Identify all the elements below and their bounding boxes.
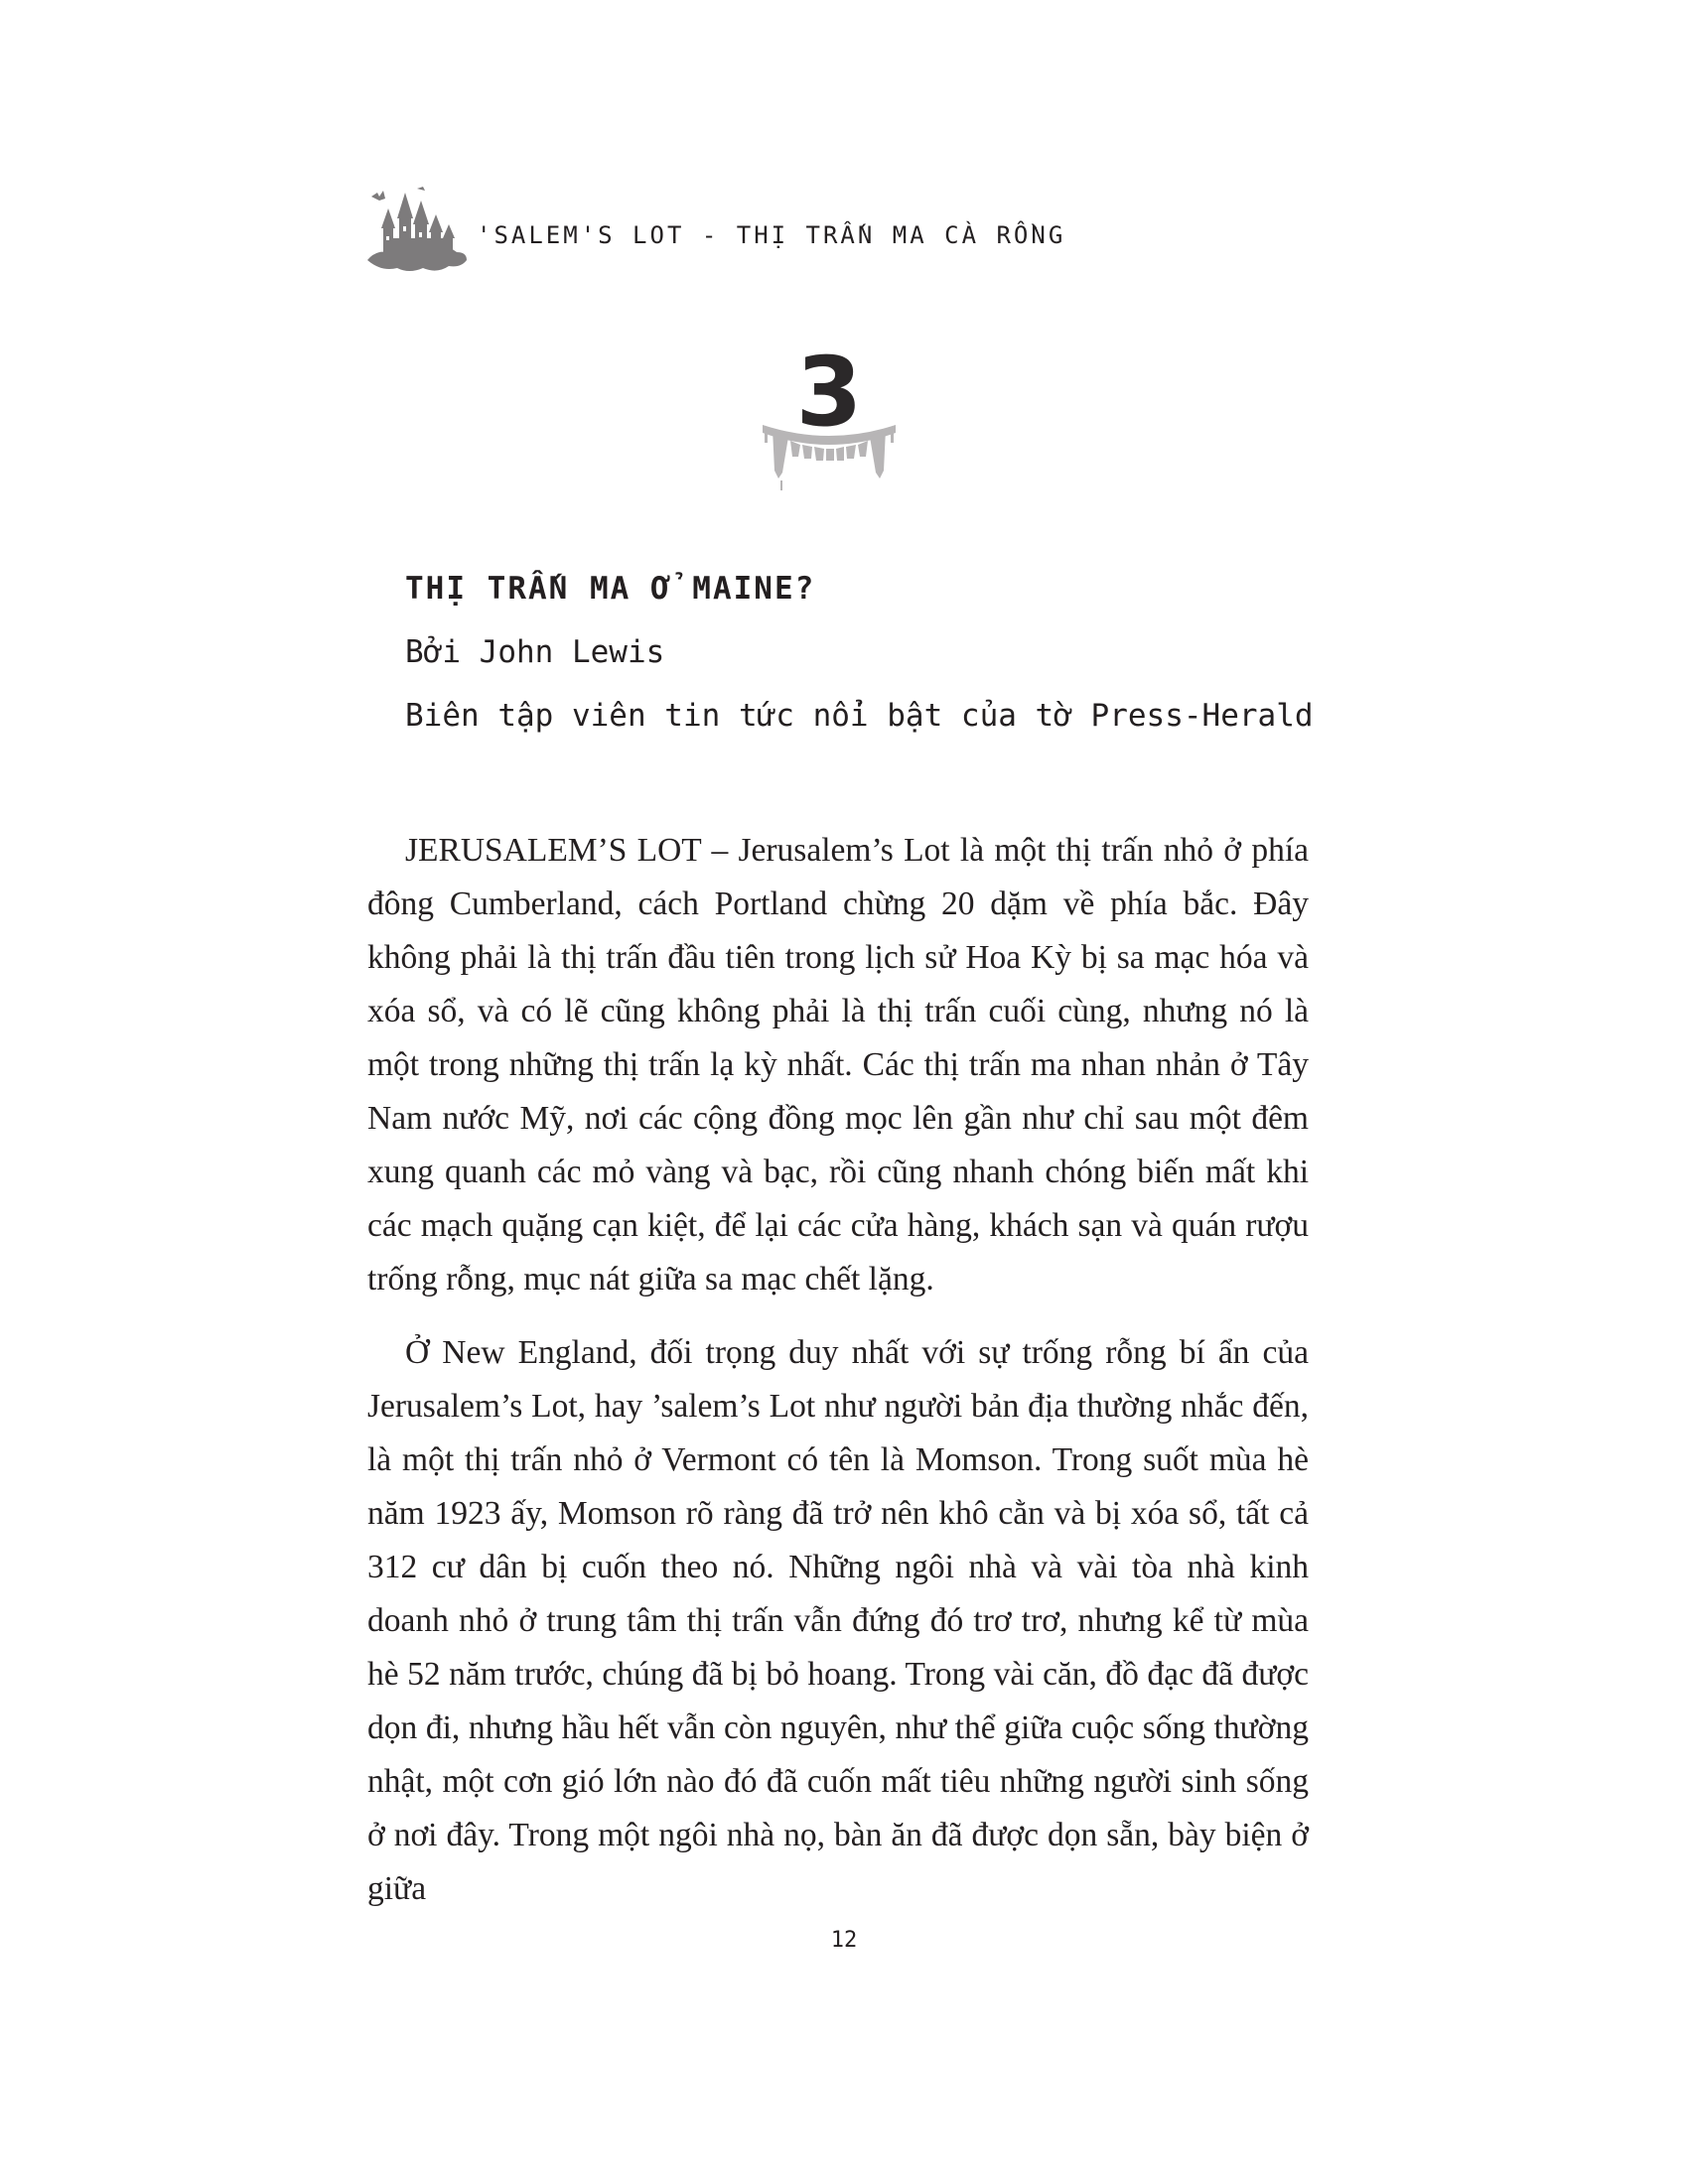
running-header-title: 'SALEM'S LOT - THỊ TRẤN MA CÀ RỒNG: [477, 221, 1066, 249]
paragraph: JERUSALEM’S LOT – Jerusalem’s Lot là một thị trấn nhỏ ở phía đông Cumberland, cách Portland chừng 20 dặm về phía bắc. Đây không phải là thị trấn đầu tiên trong lịch sử Hoa Kỳ bị sa mạc hóa và xóa sổ, và có lẽ cũng không phải là thị trấn cuối cùng, nhưng nó là một trong những thị trấn lạ kỳ nhất. Các thị trấn ma nhan nhản ở Tây Nam nước Mỹ, nơi các cộng đồng mọc lên gần như chỉ sau một đêm xung quanh các mỏ vàng và bạc, rồi cũng nhanh chóng biến mất khi các mạch quặng cạn kiệt, để lại các cửa hàng, khách sạn và quán rượu trống rỗng, mục nát giữa sa mạc chết lặng.: [367, 832, 1309, 1297]
castle-icon: [365, 187, 469, 276]
chapter-mark: [755, 338, 904, 496]
headline: THỊ TRẤN MA Ở MAINE?: [405, 571, 816, 607]
running-header: [365, 187, 1065, 276]
byline: Bởi John Lewis: [405, 634, 665, 670]
page-number: 12: [830, 1928, 858, 1953]
body-text: [367, 824, 1309, 1936]
article-header: [405, 566, 1358, 756]
paragraph: Ở New England, đối trọng duy nhất với sự trống rỗng bí ẩn của Jerusalem’s Lot, hay ’salem’s Lot như người bản địa thường nhắc đến, là một thị trấn nhỏ ở Vermont có tên là Momson. Trong suốt mùa hè năm 1923 ấy, Momson rõ ràng đã trở nên khô cằn và bị xóa sổ, tất cả 312 cư dân bị cuốn theo nó. Những ngôi nhà và vài tòa nhà kinh doanh nhỏ ở trung tâm thị trấn vẫn đứng đó trơ trơ, nhưng kể từ mùa hè 52 năm trước, chúng đã bị bỏ hoang. Trong vài căn, đồ đạc đã được dọn đi, nhưng hầu hết vẫn còn nguyên, như thể giữa cuộc sống thường nhật, một cơn gió lớn nào đó đã cuốn mất tiêu những người sinh sống ở nơi đây. Trong một ngôi nhà nọ, bàn ăn đã được dọn sẵn, bày biện ở giữa: [367, 1334, 1309, 1907]
byline-role: Biên tập viên tin tức nổi bật của tờ Press-Herald: [405, 698, 1314, 734]
chapter-number: 3: [795, 337, 863, 448]
